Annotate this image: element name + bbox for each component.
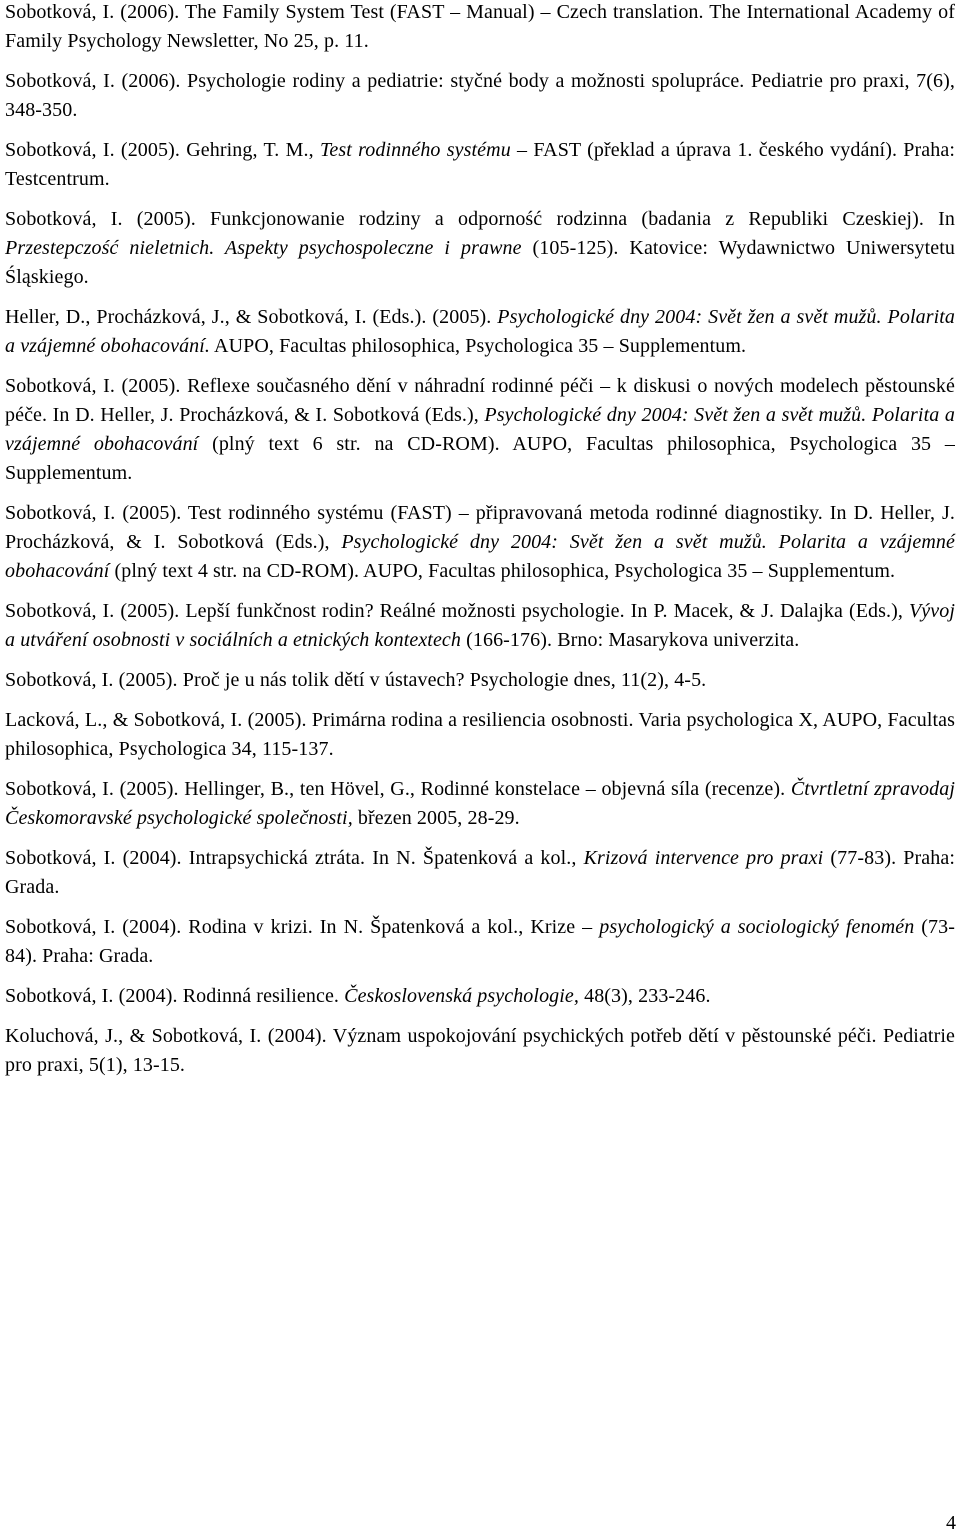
reference-entry: [5, 0, 955, 56]
reference-text: Lacková, L., & Sobotková, I. (2005). Primárna rodina a resiliencia osobnosti. Varia psychologica X, AUPO, Facultas philosophica, Psychologica 34, 115-137.: [5, 709, 955, 760]
reference-entry: [5, 913, 955, 971]
reference-entry: [5, 775, 955, 833]
reference-italic-text: Test rodinného systému –: [319, 139, 534, 161]
reference-text: (105-125). Katovice: Wydawnictwo Uniwersytetu Śląskiego.: [5, 237, 955, 288]
reference-entry: [5, 666, 955, 695]
reference-text: (166-176). Brno: Masarykova univerzita.: [461, 629, 800, 651]
reference-entry: [5, 303, 955, 361]
reference-italic-text: Vývoj a utváření osobnosti v sociálních a etnických kontextech: [5, 600, 955, 651]
reference-text: Sobotková, I. (2004). Rodina v krizi. In N. Špatenková a kol., Krize –: [5, 916, 600, 938]
reference-text: Sobotková, I. (2005). Hellinger, B., ten Hövel, G., Rodinné konstelace – objevná síla (recenze).: [5, 778, 791, 800]
reference-text: Sobotková, I. (2005). Gehring, T. M.,: [5, 139, 320, 161]
reference-entry: [5, 1022, 955, 1080]
reference-italic-text: Przestepczość nieletnich. Aspekty psychospoleczne i prawne: [5, 237, 522, 259]
reference-entry: [5, 597, 955, 655]
reference-italic-text: Čtvrtletní zpravodaj Českomoravské psychologické společnosti,: [5, 778, 955, 829]
reference-text: Sobotková, I. (2005). Lepší funkčnost rodin? Reálné možnosti psychologie. In P. Macek, & J. Dalajka (Eds.),: [5, 600, 909, 622]
reference-text: Heller, D., Procházková, J., & Sobotková, I. (Eds.). (2005).: [5, 306, 498, 328]
reference-italic-text: psychologický a sociologický fenomén: [599, 916, 915, 938]
reference-entry: [5, 205, 955, 292]
reference-italic-text: Psychologické dny 2004: Svět žen a svět mužů. Polarita a vzájemné obohacování: [5, 531, 955, 582]
reference-text: březen 2005, 28-29.: [352, 807, 520, 829]
reference-text: Sobotková, I. (2005). Test rodinného systému (FAST) – připravovaná metoda rodinné diagnostiky. In D. Heller, J. Procházková, & I. Sobotková (Eds.),: [5, 502, 955, 553]
reference-entry: [5, 706, 955, 764]
reference-text: Sobotková, I. (2004). Rodinná resilience.: [5, 985, 345, 1007]
reference-entry: [5, 67, 955, 125]
reference-text: AUPO, Facultas philosophica, Psychologica 35 – Supplementum.: [210, 335, 747, 357]
reference-text: (77-83). Praha: Grada.: [5, 847, 955, 898]
reference-text: Sobotková, I. (2006). The Family System Test (FAST – Manual) – Czech translation. The International Academy of Family Psychology Newsletter, No 25, p. 11.: [5, 1, 955, 52]
reference-text: Sobotková, I. (2005). Reflexe současného dění v náhradní rodinné péči – k diskusi o nových modelech pěstounské péče. In D. Heller, J. Procházková, & I. Sobotková (Eds.),: [5, 375, 955, 426]
reference-entry: [5, 844, 955, 902]
reference-italic-text: Psychologické dny 2004: Svět žen a svět mužů. Polarita a vzájemné obohacování.: [5, 306, 955, 357]
reference-text: Sobotková, I. (2005). Funkcjonowanie rodziny a odporność rodzinna (badania z Republiki Czeskiej). In: [5, 208, 955, 230]
reference-text: (73-84). Praha: Grada.: [5, 916, 955, 967]
reference-italic-text: Československá psychologie,: [344, 985, 579, 1007]
reference-text: Koluchová, J., & Sobotková, I. (2004). Význam uspokojování psychických potřeb dětí v pěstounské péči. Pediatrie pro praxi, 5(1), 13-15.: [5, 1025, 955, 1076]
reference-entry: [5, 372, 955, 488]
reference-text: 48(3), 233-246.: [579, 985, 711, 1007]
reference-text: Sobotková, I. (2006). Psychologie rodiny a pediatrie: styčné body a možnosti spolupráce. Pediatrie pro praxi, 7(6), 348-350.: [5, 70, 955, 121]
reference-text: (plný text 4 str. na CD-ROM). AUPO, Facultas philosophica, Psychologica 35 – Supplementum.: [109, 560, 896, 582]
reference-italic-text: Krizová intervence pro praxi: [583, 847, 824, 869]
reference-text: (plný text 6 str. na CD-ROM). AUPO, Facultas philosophica, Psychologica 35 – Supplementum.: [5, 433, 955, 484]
reference-text: Sobotková, I. (2004). Intrapsychická ztráta. In N. Špatenková a kol.,: [5, 847, 584, 869]
reference-entry: [5, 982, 955, 1011]
reference-entry: [5, 499, 955, 586]
page-number: 4: [946, 1512, 956, 1534]
reference-text: Sobotková, I. (2005). Proč je u nás tolik dětí v ústavech? Psychologie dnes, 11(2), 4-5.: [5, 669, 707, 691]
reference-italic-text: Psychologické dny 2004: Svět žen a svět mužů. Polarita a vzájemné obohacování: [5, 404, 955, 455]
reference-entry: [5, 136, 955, 194]
reference-text: FAST (překlad a úprava 1. českého vydání). Praha: Testcentrum.: [5, 139, 956, 190]
reference-list: [5, 0, 955, 1091]
